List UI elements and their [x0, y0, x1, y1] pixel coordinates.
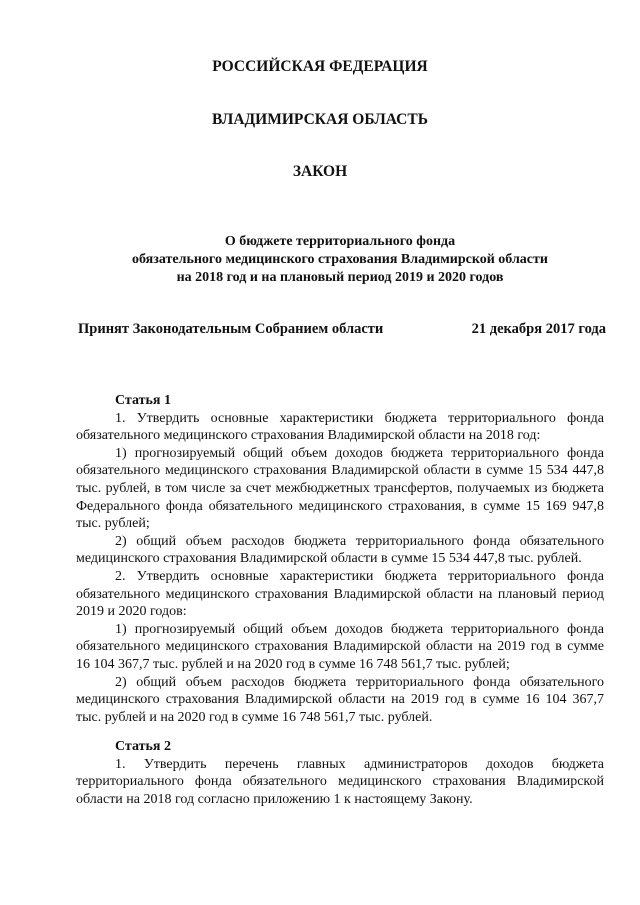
law-title-line: О бюджете территориального фонда	[224, 234, 456, 249]
country-heading: РОССИЙСКАЯ ФЕДЕРАЦИЯ	[212, 58, 428, 75]
article-2	[76, 738, 604, 808]
article-paragraph: 1. Утвердить основные характеристики бюджета территориального фонда обязательного медицинского страхования Владимирской области на 2018 год:	[76, 410, 604, 444]
article-paragraph: 1) прогнозируемый общий объем доходов бюджета территориального фонда обязательного медицинского страхования Владимирской области на 2019 год в сумме 16 104 367,7 тыс. рублей и на 2020 год в сумме 16 748 561,7 тыс. рублей;	[76, 621, 604, 672]
law-title-line: на 2018 год и на плановый период 2019 и 2020 годов	[176, 270, 504, 285]
article-paragraph: 1. Утвердить перечень главных администраторов доходов бюджета территориального фонда обязательного медицинского страхования Владимирской области на 2018 год согласно приложению 1 к настоящему Закону.	[76, 756, 604, 808]
article-heading: Статья 2	[115, 739, 171, 755]
doc-type-heading: ЗАКОН	[292, 163, 348, 180]
law-title-line: обязательного медицинского страхования Владимирской области	[132, 252, 548, 267]
article-paragraph: 2) общий объем расходов бюджета территориального фонда обязательного медицинского страхования Владимирской области на 2019 год в сумме 16 104 367,7 тыс. рублей и на 2020 год в сумме 16 748 561,7 тыс. рублей.	[76, 674, 604, 725]
region-heading: ВЛАДИМИРСКАЯ ОБЛАСТЬ	[212, 111, 428, 128]
article-paragraph: 2) общий объем расходов бюджета территориального фонда обязательного медицинского страхования Владимирской области в сумме 15 534 447,8 тыс. рублей.	[76, 533, 604, 567]
law-title	[60, 233, 620, 287]
article-paragraph: 1) прогнозируемый общий объем доходов бюджета территориального фонда обязательного медицинского страхования Владимирской области в сумме 15 534 447,8 тыс. рублей, в том числе за счет межбюджетных трансфертов, получаемых из бюджета Федерального фонда обязательного медицинского страхования, в сумме 15 169 947,8 тыс. рублей;	[76, 445, 604, 532]
article-paragraph: 2. Утвердить основные характеристики бюджета территориального фонда обязательного медицинского страхования Владимирской области на плановый период 2019 и 2020 годов:	[76, 568, 604, 620]
article-spacer	[76, 726, 604, 738]
article-1	[76, 392, 604, 726]
adoption-line	[78, 321, 606, 338]
adoption-date: 21 декабря 2017 года	[471, 321, 606, 337]
law-body	[76, 392, 604, 809]
article-heading: Статья 1	[115, 393, 171, 408]
adoption-label: Принят Законодательным Собранием области	[78, 321, 384, 337]
